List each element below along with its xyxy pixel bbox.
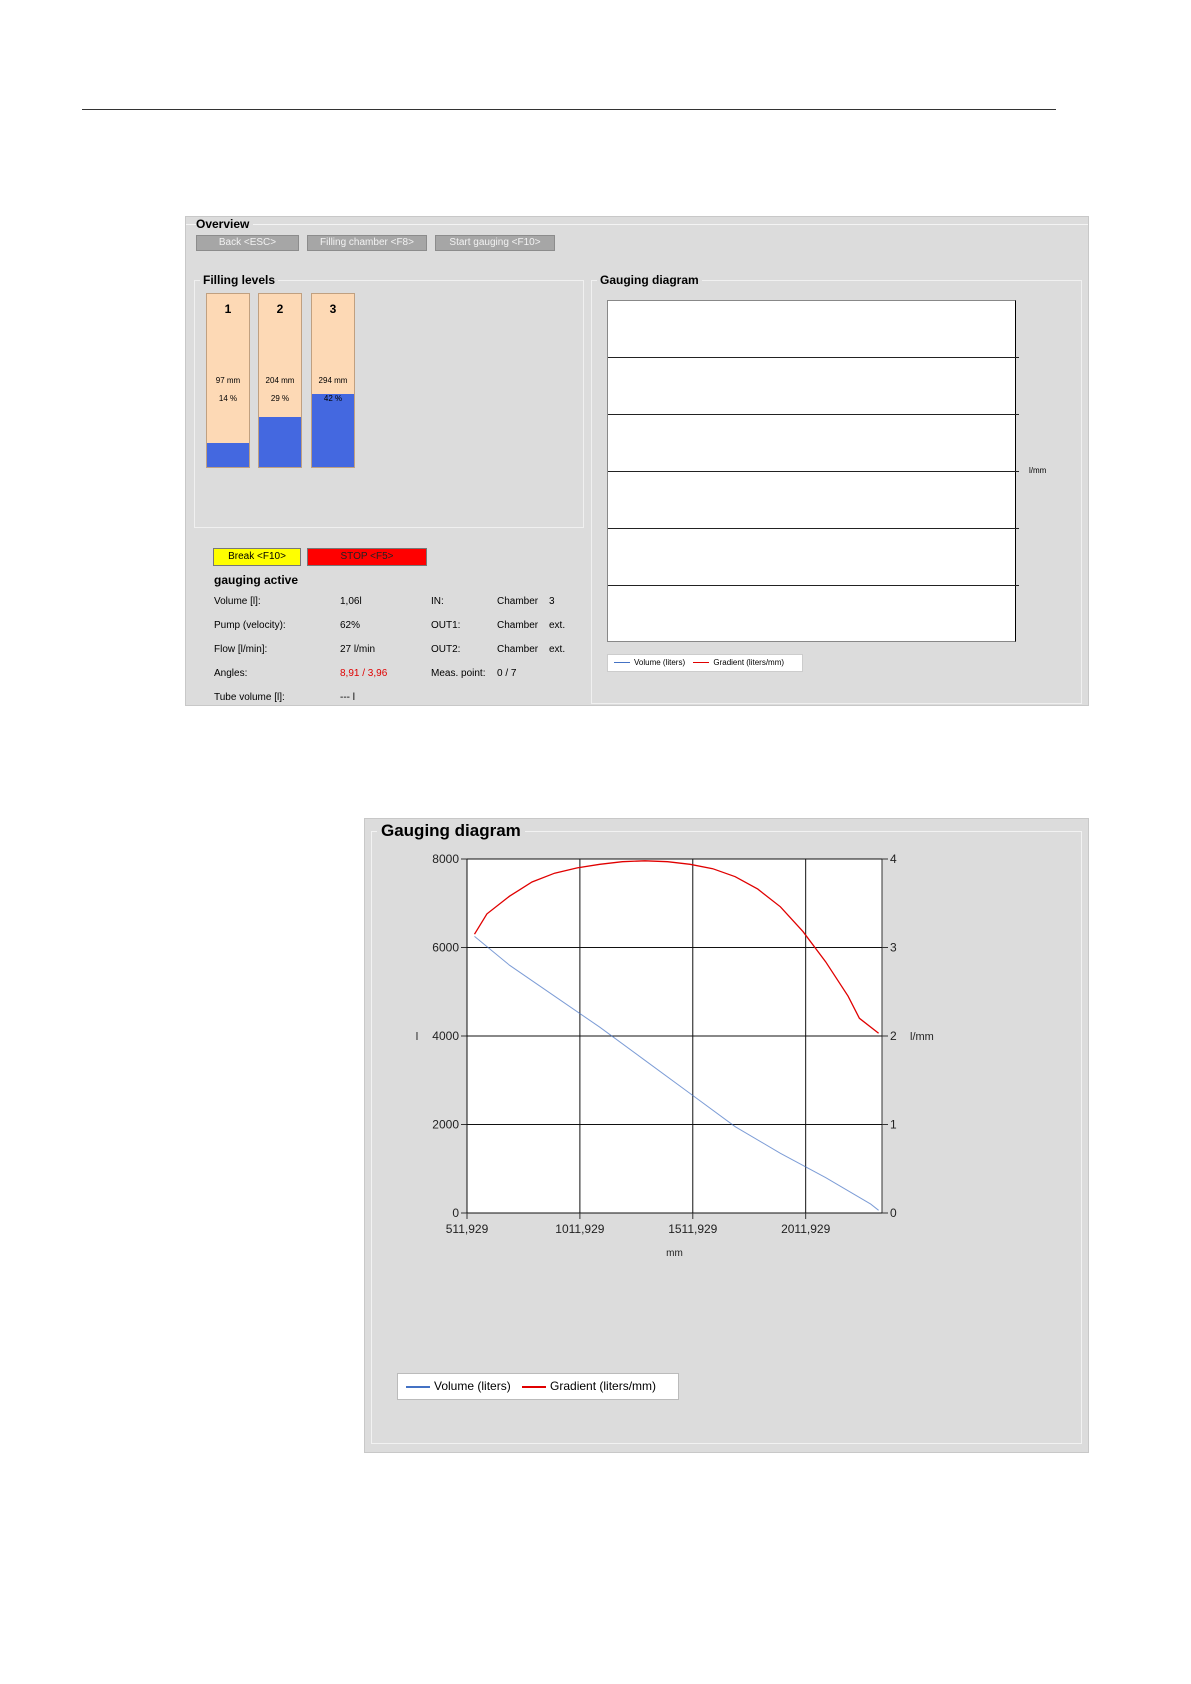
tube-volume-label: Tube volume [l]: bbox=[214, 692, 285, 703]
flow-value: 27 l/min bbox=[340, 644, 376, 655]
tank-percent: 29 % bbox=[270, 394, 290, 403]
stop-button[interactable]: STOP <F5> bbox=[307, 548, 427, 566]
volume-legend-swatch bbox=[406, 1386, 430, 1388]
meas-point-label: Meas. point: bbox=[431, 668, 486, 679]
gauging-chart bbox=[365, 819, 1090, 1454]
angles-value: 8,91 / 3,96 bbox=[340, 668, 388, 679]
volume-legend-label: Volume (liters) bbox=[634, 658, 686, 667]
y2-tick-label: 4 bbox=[890, 852, 897, 866]
y2-axis-label: l/mm bbox=[910, 1031, 934, 1043]
filling-levels-title: Filling levels bbox=[200, 273, 278, 287]
y-tick-label: 0 bbox=[452, 1206, 459, 1220]
start-gauging-button[interactable]: Start gauging <F10> bbox=[435, 235, 555, 251]
mini-chart-legend bbox=[607, 654, 803, 672]
tank-3 bbox=[311, 293, 355, 468]
tank-fill-level bbox=[259, 417, 301, 467]
y-tick-label: 6000 bbox=[432, 940, 459, 955]
tank-fill-level bbox=[312, 394, 354, 467]
gauging-diagram-title: Gauging diagram bbox=[597, 273, 702, 287]
out1-value: ext. bbox=[549, 620, 566, 631]
tube-volume-value: --- l bbox=[340, 692, 355, 703]
tank-mm: 97 mm bbox=[215, 376, 241, 385]
pump-value: 62% bbox=[340, 620, 361, 631]
tank-fill-level bbox=[207, 443, 249, 467]
tank-percent: 42 % bbox=[323, 394, 343, 403]
meas-point-value: 0 / 7 bbox=[497, 668, 517, 679]
tank-label: 1 bbox=[224, 302, 232, 316]
overview-title: Overview bbox=[196, 217, 253, 231]
volume-value: 1,06l bbox=[340, 596, 362, 607]
mini-right-axis-unit: l/mm bbox=[1029, 466, 1047, 475]
out2-chamber: Chamber bbox=[497, 644, 539, 655]
gradient-legend-swatch bbox=[522, 1386, 546, 1388]
tank-label: 3 bbox=[329, 302, 337, 316]
back-button[interactable]: Back <ESC> bbox=[196, 235, 299, 251]
out1-chamber: Chamber bbox=[497, 620, 539, 631]
break-button[interactable]: Break <F10> bbox=[213, 548, 301, 566]
flow-label: Flow [l/min]: bbox=[214, 644, 268, 655]
gradient-legend-label: Gradient (liters/mm) bbox=[550, 1379, 657, 1393]
volume-legend-label: Volume (liters) bbox=[434, 1379, 511, 1393]
out1-label: OUT1: bbox=[431, 620, 461, 631]
in-chamber: Chamber bbox=[497, 596, 539, 607]
tank-label: 2 bbox=[276, 302, 284, 316]
x-tick-label: 1011,929 bbox=[555, 1222, 605, 1236]
page-header-rule bbox=[82, 109, 1056, 110]
x-tick-label: 511,929 bbox=[445, 1222, 489, 1236]
out2-value: ext. bbox=[549, 644, 566, 655]
y2-tick-label: 3 bbox=[890, 940, 897, 955]
tank-mm: 204 mm bbox=[265, 376, 295, 385]
in-label: IN: bbox=[431, 596, 444, 607]
tank-1 bbox=[206, 293, 250, 468]
y-tick-label: 2000 bbox=[432, 1117, 459, 1132]
tank-mm: 294 mm bbox=[318, 376, 348, 385]
mini-plot-area bbox=[607, 300, 1016, 642]
volume-label: Volume [l]: bbox=[214, 596, 261, 607]
gradient-legend-swatch bbox=[693, 662, 709, 663]
y2-tick-label: 1 bbox=[890, 1117, 897, 1132]
tank-percent: 14 % bbox=[218, 394, 238, 403]
out2-label: OUT2: bbox=[431, 644, 461, 655]
tank-2 bbox=[258, 293, 302, 468]
overview-screen bbox=[185, 216, 1089, 706]
y2-tick-label: 2 bbox=[890, 1029, 897, 1043]
y-tick-label: 8000 bbox=[432, 852, 459, 866]
gauging-diagram-screen bbox=[364, 818, 1089, 1453]
gradient-legend-label: Gradient (liters/mm) bbox=[713, 658, 785, 667]
chart-legend bbox=[397, 1373, 679, 1400]
filling-chamber-button[interactable]: Filling chamber <F8> bbox=[307, 235, 427, 251]
y-axis-label: l bbox=[415, 1031, 419, 1043]
filling-levels-panel bbox=[194, 273, 584, 528]
x-tick-label: 2011,929 bbox=[781, 1222, 831, 1236]
x-tick-label: 1511,929 bbox=[668, 1222, 718, 1236]
in-value: 3 bbox=[549, 596, 555, 607]
y-tick-label: 4000 bbox=[432, 1029, 459, 1043]
pump-label: Pump (velocity): bbox=[214, 620, 286, 631]
y2-tick-label: 0 bbox=[890, 1206, 897, 1220]
x-axis-label: mm bbox=[666, 1248, 683, 1259]
volume-legend-swatch bbox=[614, 662, 630, 663]
gauging-status: gauging active bbox=[214, 573, 299, 587]
angles-label: Angles: bbox=[214, 668, 248, 679]
gauging-diagram-large-title: Gauging diagram bbox=[377, 821, 525, 841]
